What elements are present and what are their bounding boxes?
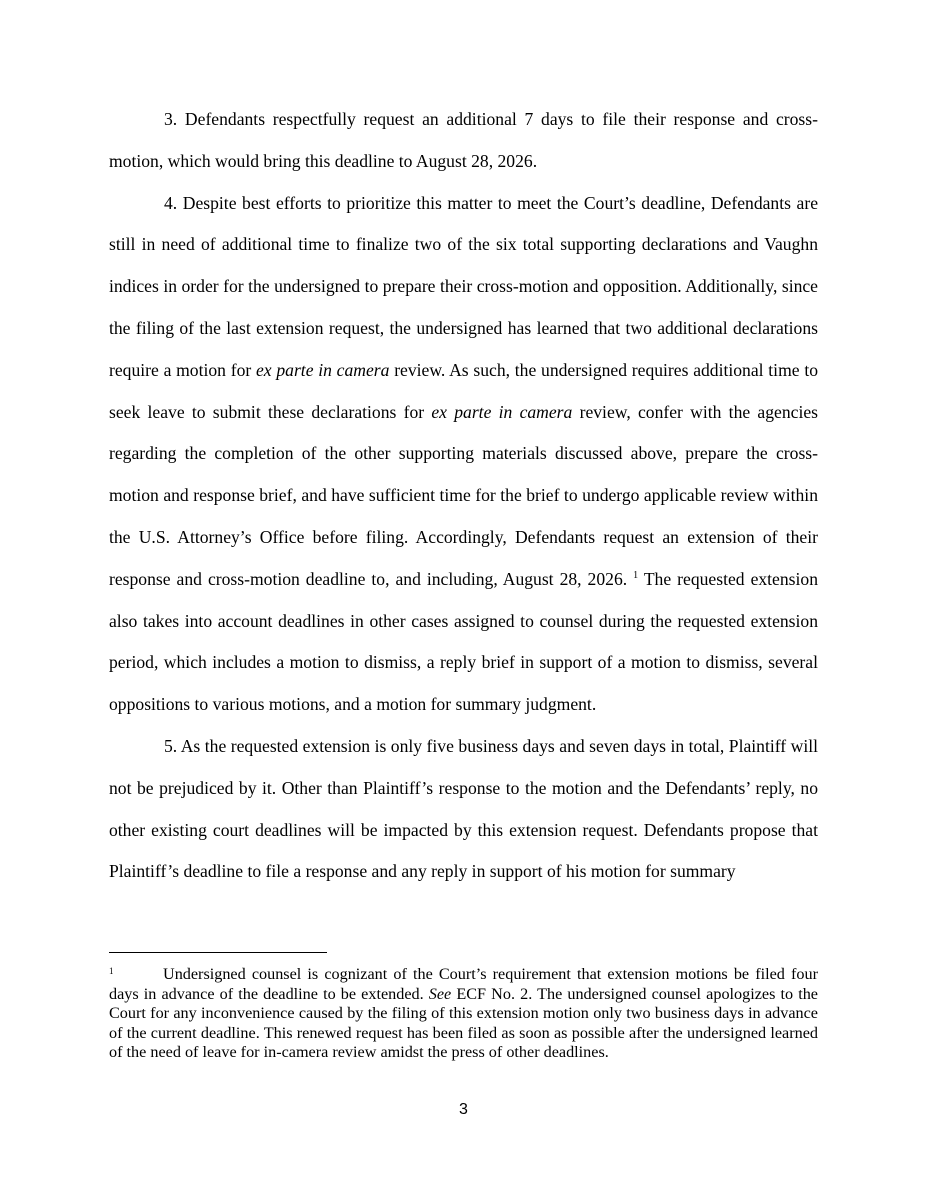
footnote-text-a: Undersigned counsel is cognizant of the Court’s requirement that extension motions be filed four days in advance of the deadline to be extended. <box>109 965 818 1003</box>
footnote-separator <box>109 952 327 953</box>
paragraph-4-text-c: review, confer with the agencies regarding the completion of the other supporting materials discussed above, prepare the cross-motion and response brief, and have sufficient time for the brief to undergo applicable review within the U.S. Attorney’s Office before filing. Accordingly, Defendants request an extension of their response and cross-motion deadline to, and including, August 28, 2026. <box>109 401 818 589</box>
paragraph-4 <box>109 183 818 726</box>
paragraph-3-text: 3. Defendants respectfully request an additional 7 days to file their response and cross-motion, which would bring this deadline to August 28, 2026. <box>109 109 818 171</box>
paragraph-4-text-a: 4. Despite best efforts to prioritize this matter to meet the Court’s deadline, Defendants are still in need of additional time to finalize two of the six total supporting declarations and Vaughn indices in order for the undersigned to prepare their cross-motion and opposition. Additionally, since the filing of the last extension request, the undersigned has learned that two additional declarations require a motion for <box>109 192 818 380</box>
paragraph-4-text-d: The requested extension also takes into account deadlines in other cases assigned to counsel during the requested extension period, which includes a motion to dismiss, a reply brief in support of a motion to dismiss, several oppositions to various motions, and a motion for summary judgment. <box>109 568 818 715</box>
paragraph-5 <box>109 726 818 893</box>
footnote-text-b: ECF No. 2. The undersigned counsel apologizes to the Court for any inconvenience caused by the filing of this extension motion only two business days in advance of the current deadline. This renewed request has been filed as soon as possible after the undersigned learned of the need of leave for in-camera review amidst the press of other deadlines. <box>109 984 818 1061</box>
paragraph-4-text-b: review. As such, the undersigned requires additional time to seek leave to submit these declarations for <box>109 359 819 422</box>
page-number: 3 <box>459 1101 468 1118</box>
footnote-see: See <box>428 984 452 1003</box>
paragraph-5-text: 5. As the requested extension is only five business days and seven days in total, Plaintiff will not be prejudiced by it. Other than Plaintiff’s response to the motion and the Defendants’ reply, no other existing court deadlines will be impacted by this extension request. Defendants propose that Plaintiff’s deadline to file a response and any reply in support of his motion for summary <box>109 735 818 882</box>
paragraph-3 <box>109 99 818 183</box>
footnote: 1 Undersigned counsel is cognizant of the Court’s requirement that extension motions be filed four days in advance of the deadline to be extended. See ECF No. 2. The undersigned counsel apologizes to the Court for any inconvenience caused by the filing of this extension motion only two business days in advance of the current deadline. This renewed request has been filed as soon as possible after the undersigned learned of the need of leave for in-camera review amidst the press of other deadlines. <box>109 965 818 1061</box>
paragraph-4-italic-a: ex parte in camera <box>256 359 390 380</box>
paragraph-4-italic-b: ex parte in camera <box>431 401 573 422</box>
document-body <box>109 99 818 893</box>
footnote-reference: 1 <box>633 569 639 581</box>
